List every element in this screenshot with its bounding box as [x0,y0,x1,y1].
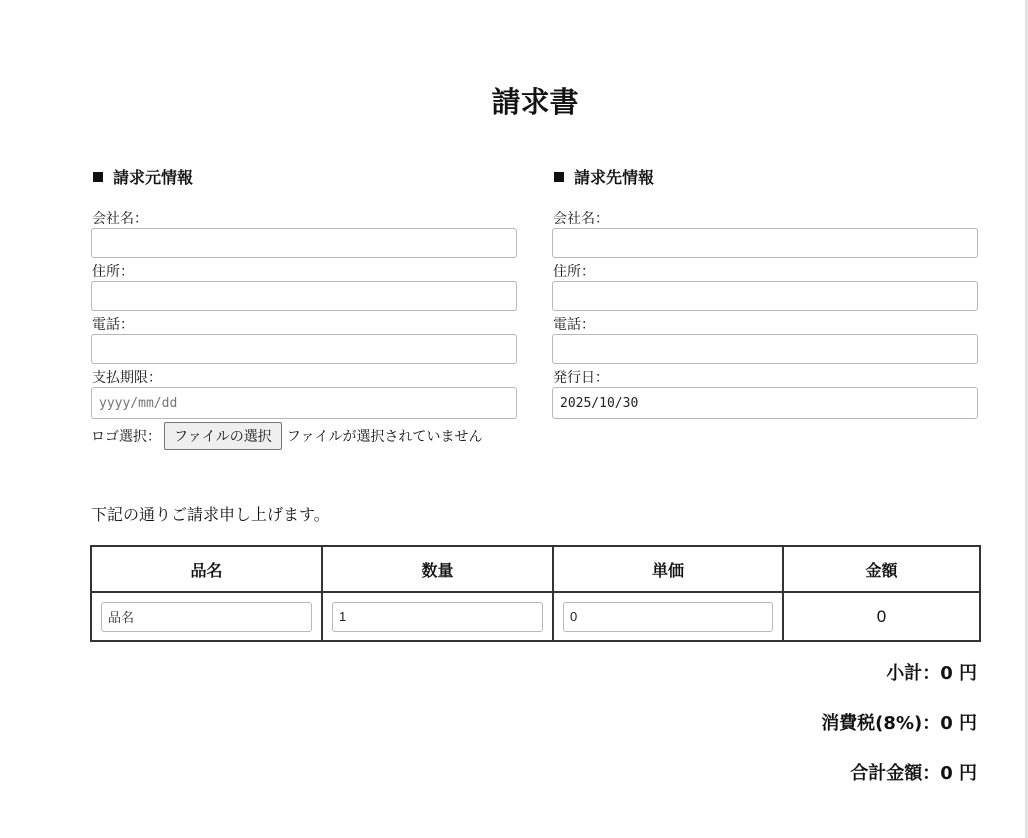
grand-total-text: 合計金額：0 円 [850,763,977,784]
recipient-phone-input[interactable] [552,334,978,364]
sender-phone-input[interactable] [91,334,517,364]
totals-section [821,658,977,808]
square-bullet-icon [93,172,103,182]
issue-date-label: 発行日： [553,370,609,386]
unit-price-input[interactable] [563,602,773,632]
amount-cell: 0 [783,592,980,641]
sender-info-heading [91,164,517,192]
recipient-company-input[interactable] [552,228,978,258]
quantity-input[interactable] [332,602,543,632]
column-header-quantity: 数量 [322,546,553,592]
square-bullet-icon [554,172,564,182]
payment-due-date-input[interactable] [91,387,517,419]
sender-address-label: 住所： [92,264,134,280]
file-status-text: ファイルが選択されていません [286,429,483,445]
choose-file-button[interactable]: ファイルの選択 [164,422,282,450]
recipient-info-heading [552,164,978,192]
logo-select-label: ロゴ選択： [91,429,161,445]
payment-due-label: 支払期限： [92,370,162,386]
column-header-item-name: 品名 [91,546,322,592]
recipient-company-label: 会社名： [553,211,609,227]
sender-company-label: 会社名： [92,211,148,227]
item-name-cell [91,592,322,641]
invoice-items-table [90,545,981,642]
sender-phone-label: 電話： [92,317,134,333]
item-name-input[interactable] [101,602,312,632]
sender-address-input[interactable] [91,281,517,311]
tax-text: 消費税(8%)：0 円 [821,713,977,734]
page-title: 請求書 [491,85,579,119]
invoice-intro-text: 下記の通りご請求申し上げます。 [91,505,330,524]
sender-company-input[interactable] [91,228,517,258]
column-header-unit-price: 単価 [553,546,783,592]
recipient-info-section [552,164,978,422]
subtotal-text: 小計：0 円 [886,663,977,684]
recipient-address-input[interactable] [552,281,978,311]
column-header-amount: 金額 [783,546,980,592]
table-row [91,592,980,641]
recipient-address-label: 住所： [553,264,595,280]
table-header-row [91,546,980,592]
sender-info-heading-text: 請求元情報 [113,168,194,187]
logo-select-row [91,422,517,450]
sender-info-section [91,164,517,450]
unit-price-cell [553,592,783,641]
recipient-phone-label: 電話： [553,317,595,333]
quantity-cell [322,592,553,641]
recipient-info-heading-text: 請求先情報 [574,168,655,187]
issue-date-input[interactable] [552,387,978,419]
